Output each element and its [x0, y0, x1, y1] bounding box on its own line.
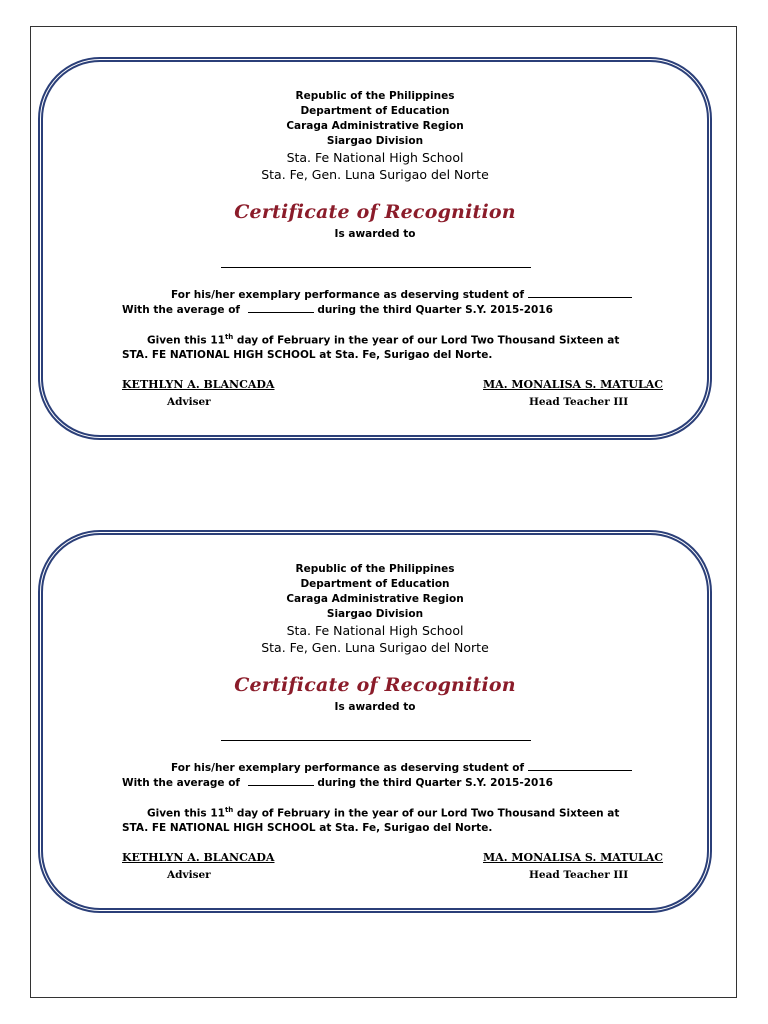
header-republic: Republic of the Philippines — [295, 90, 455, 102]
header-school: Sta. Fe National High School — [286, 623, 464, 638]
header-division: Siargao Division — [326, 608, 424, 620]
awarded-to-label: Is awarded to — [334, 701, 416, 713]
body-line-3-suffix: day of February in the year of our Lord Two Thousand Sixteen at — [233, 807, 620, 820]
head-teacher-name: MA. MONALISA S. MATULAC — [483, 378, 664, 391]
ordinal-suffix: th — [224, 333, 234, 341]
average-blank — [248, 303, 314, 313]
header-department: Department of Education — [300, 105, 450, 117]
header-address: Sta. Fe, Gen. Luna Surigao del Norte — [261, 640, 489, 655]
header-region: Caraga Administrative Region — [286, 593, 464, 605]
body-line-3 — [147, 806, 619, 820]
awarded-to-label: Is awarded to — [334, 228, 416, 240]
adviser-name: KETHLYN A. BLANCADA — [122, 378, 275, 391]
body-line-1 — [171, 761, 632, 774]
adviser-name: KETHLYN A. BLANCADA — [122, 851, 275, 864]
body-line-2-suffix: during the third Quarter S.Y. 2015-2016 — [317, 304, 553, 316]
body-line-1 — [171, 288, 632, 301]
certificate-title: Certificate of Recognition — [234, 674, 516, 696]
head-teacher-name: MA. MONALISA S. MATULAC — [483, 851, 664, 864]
certificate-card — [38, 57, 712, 440]
body-line-3 — [147, 333, 619, 347]
body-line-1-text: For his/her exemplary performance as deserving student of — [171, 762, 525, 774]
student-of-blank — [528, 288, 632, 298]
recipient-name-line — [221, 267, 531, 268]
body-line-2-prefix: With the average of — [122, 304, 240, 316]
body-line-3-suffix: day of February in the year of our Lord Two Thousand Sixteen at — [233, 334, 620, 347]
header-republic: Republic of the Philippines — [295, 563, 455, 575]
adviser-role: Adviser — [167, 396, 211, 408]
adviser-role: Adviser — [167, 869, 211, 881]
body-line-4: STA. FE NATIONAL HIGH SCHOOL at Sta. Fe, Surigao del Norte. — [122, 822, 493, 834]
certificate-title: Certificate of Recognition — [234, 201, 516, 223]
certificate-card — [38, 530, 712, 913]
ordinal-suffix: th — [224, 806, 234, 814]
body-line-2-prefix: With the average of — [122, 777, 240, 789]
head-teacher-role: Head Teacher III — [529, 396, 629, 408]
body-line-1-text: For his/her exemplary performance as deserving student of — [171, 289, 525, 301]
average-blank — [248, 776, 314, 786]
body-line-2 — [122, 776, 553, 789]
header-division: Siargao Division — [326, 135, 424, 147]
body-line-3-prefix: Given this 11 — [147, 807, 225, 820]
body-line-2 — [122, 303, 553, 316]
header-department: Department of Education — [300, 578, 450, 590]
header-region: Caraga Administrative Region — [286, 120, 464, 132]
body-line-3-prefix: Given this 11 — [147, 334, 225, 347]
header-address: Sta. Fe, Gen. Luna Surigao del Norte — [261, 167, 489, 182]
head-teacher-role: Head Teacher III — [529, 869, 629, 881]
student-of-blank — [528, 761, 632, 771]
body-line-4: STA. FE NATIONAL HIGH SCHOOL at Sta. Fe, Surigao del Norte. — [122, 349, 493, 361]
recipient-name-line — [221, 740, 531, 741]
header-school: Sta. Fe National High School — [286, 150, 464, 165]
body-line-2-suffix: during the third Quarter S.Y. 2015-2016 — [317, 777, 553, 789]
